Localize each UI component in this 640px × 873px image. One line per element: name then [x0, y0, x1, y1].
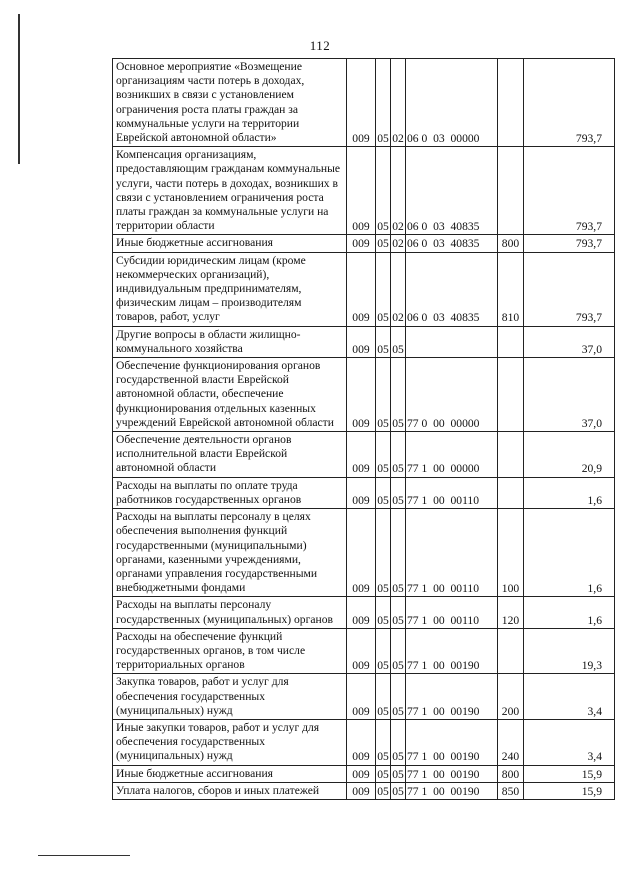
- admin-code: 009: [347, 628, 376, 674]
- expense-type-code: [498, 59, 524, 147]
- subsection-code: 02: [391, 235, 406, 252]
- subsection-code: 02: [391, 252, 406, 326]
- expense-type-code: [498, 432, 524, 478]
- margin-line: [18, 14, 20, 164]
- section-code: 05: [376, 719, 391, 765]
- expense-type-code: 810: [498, 252, 524, 326]
- admin-code: 009: [347, 235, 376, 252]
- subsection-code: 05: [391, 432, 406, 478]
- budget-table: [112, 58, 615, 800]
- target-article-code: 77 1 00 00190: [406, 782, 498, 799]
- section-code: 05: [376, 674, 391, 720]
- expense-type-code: 240: [498, 719, 524, 765]
- amount: 3,4: [524, 719, 615, 765]
- table-row: [113, 782, 615, 799]
- target-article-code: 77 1 00 00110: [406, 597, 498, 628]
- section-code: 05: [376, 597, 391, 628]
- admin-code: 009: [347, 326, 376, 357]
- subsection-code: 05: [391, 326, 406, 357]
- row-name: Расходы на выплаты персоналу в целях обеспечения выполнения функций государственными (муниципальными) органами, казенными учреждениями, органами управления государственными внебюджетными фондами: [113, 509, 347, 597]
- table-row: [113, 477, 615, 508]
- target-article-code: 06 0 03 40835: [406, 235, 498, 252]
- section-code: 05: [376, 432, 391, 478]
- admin-code: 009: [347, 765, 376, 782]
- section-code: 05: [376, 765, 391, 782]
- row-name: Субсидии юридическим лицам (кроме некоммерческих организаций), индивидуальным предпринимателям, физическим лицам – производителям товаров, работ, услуг: [113, 252, 347, 326]
- admin-code: 009: [347, 59, 376, 147]
- subsection-code: 05: [391, 477, 406, 508]
- admin-code: 009: [347, 477, 376, 508]
- row-name: Обеспечение деятельности органов исполнительной власти Еврейской автономной области: [113, 432, 347, 478]
- row-name: Иные закупки товаров, работ и услуг для обеспечения государственных (муниципальных) нужд: [113, 719, 347, 765]
- row-name: Компенсация организациям, предоставляющим гражданам коммунальные услуги, части потерь в доходах, возникших в связи с установлением ограничения роста платы граждан за коммунальные услуги на территории области: [113, 147, 347, 235]
- subsection-code: 05: [391, 782, 406, 799]
- amount: 37,0: [524, 326, 615, 357]
- expense-type-code: [498, 358, 524, 432]
- table-row: [113, 509, 615, 597]
- amount: 20,9: [524, 432, 615, 478]
- target-article-code: 77 0 00 00000: [406, 358, 498, 432]
- section-code: 05: [376, 358, 391, 432]
- target-article-code: 77 1 00 00190: [406, 628, 498, 674]
- table-row: [113, 252, 615, 326]
- amount: 1,6: [524, 597, 615, 628]
- page-number: 112: [309, 38, 331, 53]
- amount: 1,6: [524, 509, 615, 597]
- table-row: [113, 432, 615, 478]
- admin-code: 009: [347, 432, 376, 478]
- expense-type-code: 850: [498, 782, 524, 799]
- expense-type-code: 120: [498, 597, 524, 628]
- amount: 793,7: [524, 252, 615, 326]
- admin-code: 009: [347, 719, 376, 765]
- target-article-code: 77 1 00 00110: [406, 477, 498, 508]
- section-code: 05: [376, 59, 391, 147]
- footnote-line: [38, 855, 130, 856]
- table-row: [113, 326, 615, 357]
- row-name: Основное мероприятие «Возмещение организациям части потерь в доходах, возникших в связи с установлением ограничения роста платы граждан за коммунальные услуги на территории Еврейской автономной области»: [113, 59, 347, 147]
- amount: 793,7: [524, 235, 615, 252]
- expense-type-code: [498, 326, 524, 357]
- expense-type-code: 200: [498, 674, 524, 720]
- table-row: [113, 597, 615, 628]
- table-row: [113, 235, 615, 252]
- subsection-code: 05: [391, 509, 406, 597]
- admin-code: 009: [347, 782, 376, 799]
- subsection-code: 05: [391, 674, 406, 720]
- table-row: [113, 765, 615, 782]
- expense-type-code: 800: [498, 235, 524, 252]
- amount: 3,4: [524, 674, 615, 720]
- admin-code: 009: [347, 597, 376, 628]
- amount: 15,9: [524, 765, 615, 782]
- row-name: Расходы на выплаты по оплате труда работников государственных органов: [113, 477, 347, 508]
- expense-type-code: 100: [498, 509, 524, 597]
- amount: 793,7: [524, 147, 615, 235]
- target-article-code: 06 0 03 40835: [406, 147, 498, 235]
- subsection-code: 05: [391, 765, 406, 782]
- admin-code: 009: [347, 147, 376, 235]
- target-article-code: 77 1 00 00000: [406, 432, 498, 478]
- amount: 793,7: [524, 59, 615, 147]
- row-name: Иные бюджетные ассигнования: [113, 235, 347, 252]
- table-row: [113, 358, 615, 432]
- table-row: [113, 674, 615, 720]
- target-article-code: 77 1 00 00190: [406, 674, 498, 720]
- section-code: 05: [376, 509, 391, 597]
- row-name: Иные бюджетные ассигнования: [113, 765, 347, 782]
- section-code: 05: [376, 147, 391, 235]
- row-name: Расходы на выплаты персоналу государственных (муниципальных) органов: [113, 597, 347, 628]
- subsection-code: 05: [391, 628, 406, 674]
- expense-type-code: [498, 147, 524, 235]
- subsection-code: 05: [391, 597, 406, 628]
- row-name: Закупка товаров, работ и услуг для обеспечения государственных (муниципальных) нужд: [113, 674, 347, 720]
- target-article-code: 77 1 00 00110: [406, 509, 498, 597]
- amount: 15,9: [524, 782, 615, 799]
- table-row: [113, 628, 615, 674]
- admin-code: 009: [347, 252, 376, 326]
- admin-code: 009: [347, 509, 376, 597]
- expense-type-code: [498, 477, 524, 508]
- table-row: [113, 59, 615, 147]
- section-code: 05: [376, 782, 391, 799]
- admin-code: 009: [347, 674, 376, 720]
- row-name: Расходы на обеспечение функций государственных органов, в том числе территориальных органов: [113, 628, 347, 674]
- subsection-code: 05: [391, 358, 406, 432]
- section-code: 05: [376, 235, 391, 252]
- amount: 37,0: [524, 358, 615, 432]
- target-article-code: [406, 326, 498, 357]
- target-article-code: 06 0 03 00000: [406, 59, 498, 147]
- amount: 19,3: [524, 628, 615, 674]
- section-code: 05: [376, 477, 391, 508]
- target-article-code: 77 1 00 00190: [406, 719, 498, 765]
- amount: 1,6: [524, 477, 615, 508]
- subsection-code: 02: [391, 147, 406, 235]
- table-row: [113, 719, 615, 765]
- table-row: [113, 147, 615, 235]
- target-article-code: 06 0 03 40835: [406, 252, 498, 326]
- row-name: Обеспечение функционирования органов государственной власти Еврейской автономной области, обеспечение функционирования отдельных казенных учреждений Еврейской автономной области: [113, 358, 347, 432]
- expense-type-code: [498, 628, 524, 674]
- section-code: 05: [376, 326, 391, 357]
- subsection-code: 02: [391, 59, 406, 147]
- subsection-code: 05: [391, 719, 406, 765]
- expense-type-code: 800: [498, 765, 524, 782]
- section-code: 05: [376, 252, 391, 326]
- section-code: 05: [376, 628, 391, 674]
- target-article-code: 77 1 00 00190: [406, 765, 498, 782]
- admin-code: 009: [347, 358, 376, 432]
- row-name: Уплата налогов, сборов и иных платежей: [113, 782, 347, 799]
- row-name: Другие вопросы в области жилищно-коммунального хозяйства: [113, 326, 347, 357]
